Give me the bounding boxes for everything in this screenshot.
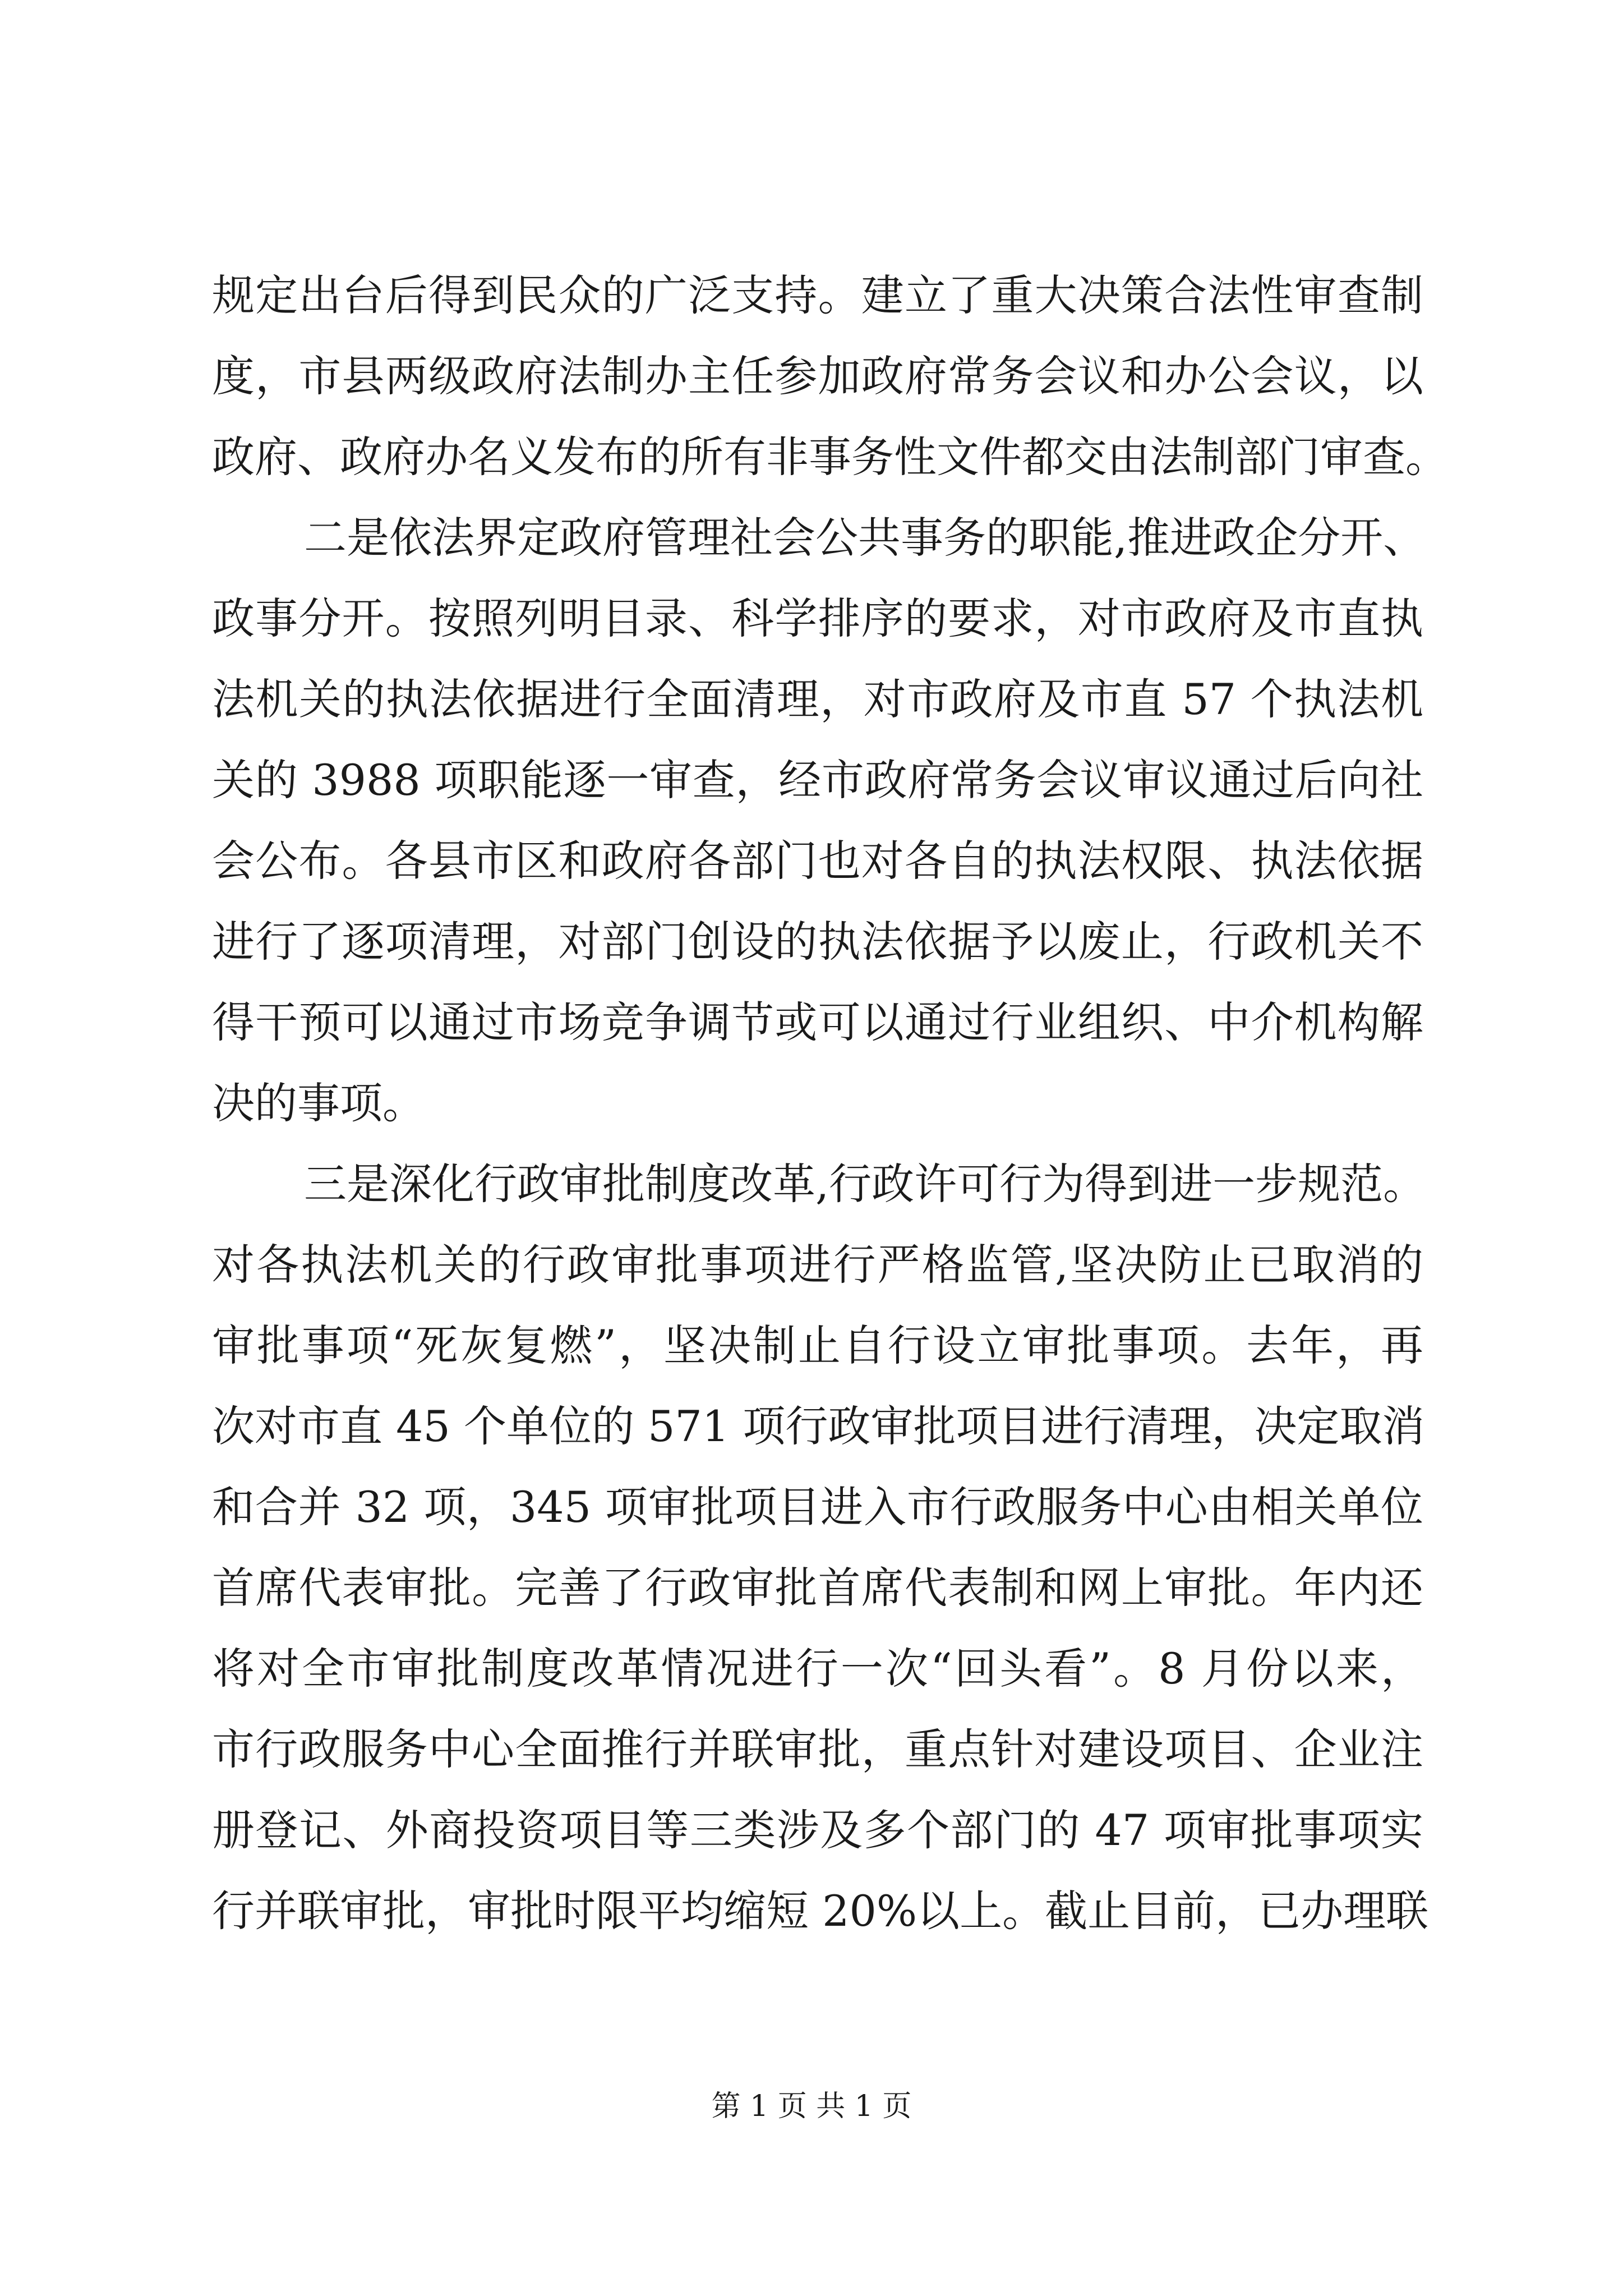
paragraph-line: 首席代表审批。完善了行政审批首席代表制和网上审批。年内还 <box>212 1563 1423 1613</box>
paragraph-line: 政事分开。按照列明目录、科学排序的要求，对市政府及市直执 <box>212 593 1423 643</box>
paragraph-line: 和合并 32 项，345 项审批项目进入市行政服务中心由相关单位 <box>212 1482 1423 1532</box>
paragraph-line: 度，市县两级政府法制办主任参加政府常务会议和办公会议，以 <box>212 351 1423 401</box>
paragraph-line: 关的 3988 项职能逐一审查，经市政府常务会议审议通过后向社 <box>212 755 1423 805</box>
paragraph-line: 会公布。各县市区和政府各部门也对各自的执法权限、执法依据 <box>212 836 1423 886</box>
paragraph-line: 将对全市审批制度改革情况进行一次“回头看”。8 月份以来， <box>212 1644 1423 1694</box>
paragraph-line: 进行了逐项清理，对部门创设的执法依据予以废止，行政机关不 <box>212 917 1423 967</box>
paragraph-line: 决的事项。 <box>212 1078 425 1128</box>
paragraph-line: 三是深化行政审批制度改革,行政许可行为得到进一步规范。 <box>304 1159 1426 1209</box>
paragraph-line: 规定出台后得到民众的广泛支持。建立了重大决策合法性审查制 <box>212 270 1423 320</box>
document-body <box>212 255 1448 1952</box>
paragraph-line: 对各执法机关的行政审批事项进行严格监管,坚决防止已取消的 <box>212 1240 1423 1290</box>
paragraph-line: 市行政服务中心全面推行并联审批，重点针对建设项目、企业注 <box>212 1724 1423 1774</box>
paragraph-line: 得干预可以通过市场竞争调节或可以通过行业组织、中介机构解 <box>212 997 1423 1047</box>
paragraph-line: 审批事项“死灰复燃”，坚决制止自行设立审批事项。去年，再 <box>212 1320 1423 1370</box>
page-footer: 第 1 页 共 1 页 <box>711 2090 912 2123</box>
paragraph-line: 册登记、外商投资项目等三类涉及多个部门的 47 项审批事项实 <box>212 1805 1423 1855</box>
paragraph-line: 法机关的执法依据进行全面清理，对市政府及市直 57 个执法机 <box>212 674 1423 724</box>
paragraph-line: 二是依法界定政府管理社会公共事务的职能,推进政企分开、 <box>304 513 1426 563</box>
paragraph-line: 次对市直 45 个单位的 571 项行政审批项目进行清理，决定取消 <box>212 1401 1425 1451</box>
paragraph-line: 行并联审批，审批时限平均缩短 20%以上。截止目前，已办理联 <box>212 1886 1429 1936</box>
paragraph-line: 政府、政府办名义发布的所有非事务性文件都交由法制部门审查。 <box>212 432 1448 482</box>
